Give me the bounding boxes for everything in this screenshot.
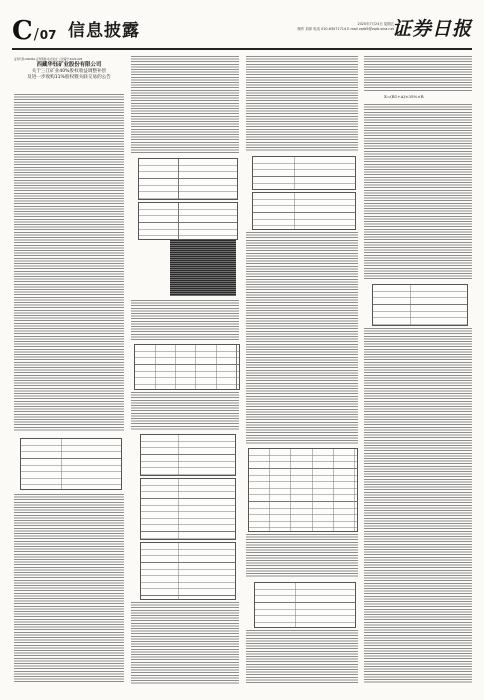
column-3-text-mid-2 xyxy=(246,534,358,578)
newspaper-logo: 证券日报 xyxy=(391,18,472,40)
column-2-dense-block xyxy=(170,240,236,296)
column-2-table-2 xyxy=(138,202,238,240)
column-2-table-5 xyxy=(140,478,236,540)
masthead-meta xyxy=(298,22,394,32)
article-title-line-2: 及进一步收购11%股权暨关联交易的公告 xyxy=(27,75,111,80)
column-3-table-4 xyxy=(254,582,356,628)
column-2-table-3 xyxy=(134,344,240,390)
date-line: 2020年7月24日 星期五 xyxy=(357,22,394,26)
masthead xyxy=(12,18,472,46)
section-slash: / xyxy=(33,25,39,43)
section-title: 信息披露 xyxy=(68,21,140,41)
column-1-text-top xyxy=(14,94,124,432)
article-company: 西藏华钰矿业股份有限公司 xyxy=(36,62,102,68)
section-letter: C xyxy=(12,16,33,46)
article-tag-line: 证券代码:000962 证券简称:东方钽业 公告编号:2020-028 xyxy=(14,58,83,61)
column-3-text-bottom xyxy=(246,630,358,684)
formula: X=(B1+A)×35%×R xyxy=(384,94,424,99)
column-2-table-6 xyxy=(140,542,236,600)
column-3-table-3 xyxy=(248,448,358,532)
column-3-text-mid xyxy=(246,232,358,444)
column-2-text-mid-2 xyxy=(131,392,239,430)
column-3-table-1 xyxy=(252,156,356,190)
column-2-text-mid xyxy=(131,300,239,340)
column-4-text-bottom xyxy=(364,328,472,684)
article-title-line-1: 关于三江矿业40%股权收益调整补偿 xyxy=(31,69,107,74)
column-4-text-mid xyxy=(364,104,472,280)
column-3-text-top xyxy=(246,56,358,152)
column-2-table-4 xyxy=(140,434,236,476)
article-heading xyxy=(14,58,124,92)
header-rule xyxy=(12,48,472,50)
column-2-table-1 xyxy=(138,158,238,200)
column-1-text-bottom xyxy=(14,494,124,684)
column-1-table xyxy=(20,438,122,490)
contact-line: 制作 刘萍 电话 010-63071714 E-mail zqrb9@zqrb.sina.net xyxy=(297,27,394,31)
column-4-text-top xyxy=(364,56,472,92)
section-badge xyxy=(12,18,56,44)
column-3-table-2 xyxy=(252,192,356,230)
column-2-text-bottom xyxy=(131,602,239,684)
section-number: 07 xyxy=(39,28,57,42)
column-4-table-1 xyxy=(372,284,468,326)
column-2-text-top xyxy=(131,56,239,154)
